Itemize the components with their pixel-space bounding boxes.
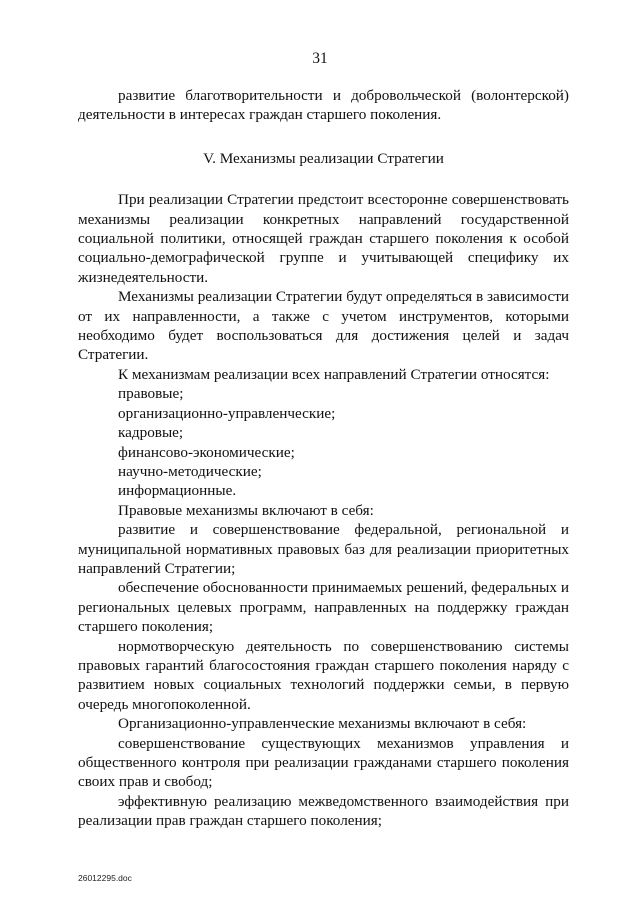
list-item-legal: правовые; [118, 385, 184, 403]
paragraph-intro: При реализации Стратегии предстоит всесторонне совершенствовать механизмы реализации конкретных направлений государственной социальной политики, относящей граждан старшего поколения к особой социально-демографической группе и учитывающей специфику их жизнедеятельности. [78, 191, 569, 286]
paragraph-list-intro: К механизмам реализации всех направлений Стратегии относятся: [118, 365, 550, 383]
paragraph-mechanisms: Механизмы реализации Стратегии будут определяться в зависимости от их направленности, а также с учетом инструментов, которыми необходимо будет воспользоваться для достижения целей и задач Стратегии. [78, 288, 569, 364]
footer-filename: 26012295.doc [78, 873, 132, 883]
paragraph-volunteer: развитие благотворительности и добровольческой (волонтерской) деятельности в интересах граждан старшего поколения. [78, 87, 569, 124]
paragraph-org-1: совершенствование существующих механизмов управления и общественного контроля при реализации гражданами старшего поколения своих прав и свобод; [78, 734, 569, 791]
paragraph-legal-1: развитие и совершенствование федеральной, региональной и муниципальной нормативных правовых баз для реализации приоритетных направлений Стратегии; [78, 521, 569, 577]
page-number: 31 [312, 50, 328, 67]
list-item-organizational: организационно-управленческие; [118, 404, 336, 422]
paragraph-org-intro: Организационно-управленческие механизмы включают в себя: [118, 715, 527, 733]
document-body [78, 86, 569, 831]
paragraph-legal-intro: Правовые механизмы включают в себя: [118, 501, 374, 519]
paragraph-legal-3: нормотворческую деятельность по совершенствованию системы правовых гарантий благосостояния граждан старшего поколения наряду с развитием новых социальных технологий поддержки семьи, в первую очередь многопоколенной. [78, 637, 569, 713]
list-item-informational: информационные. [118, 482, 237, 500]
list-item-scientific: научно-методические; [118, 462, 262, 480]
paragraph-org-2: эффективную реализацию межведомственного взаимодействия при реализации прав граждан старшего поколения; [78, 792, 569, 830]
list-item-personnel: кадровые; [118, 424, 184, 442]
list-item-financial: финансово-экономические; [118, 443, 295, 461]
section-heading: V. Механизмы реализации Стратегии [203, 149, 444, 167]
paragraph-legal-2: обеспечение обоснованности принимаемых решений, федеральных и региональных целевых программ, направленных на поддержку граждан старшего поколения; [78, 579, 569, 636]
